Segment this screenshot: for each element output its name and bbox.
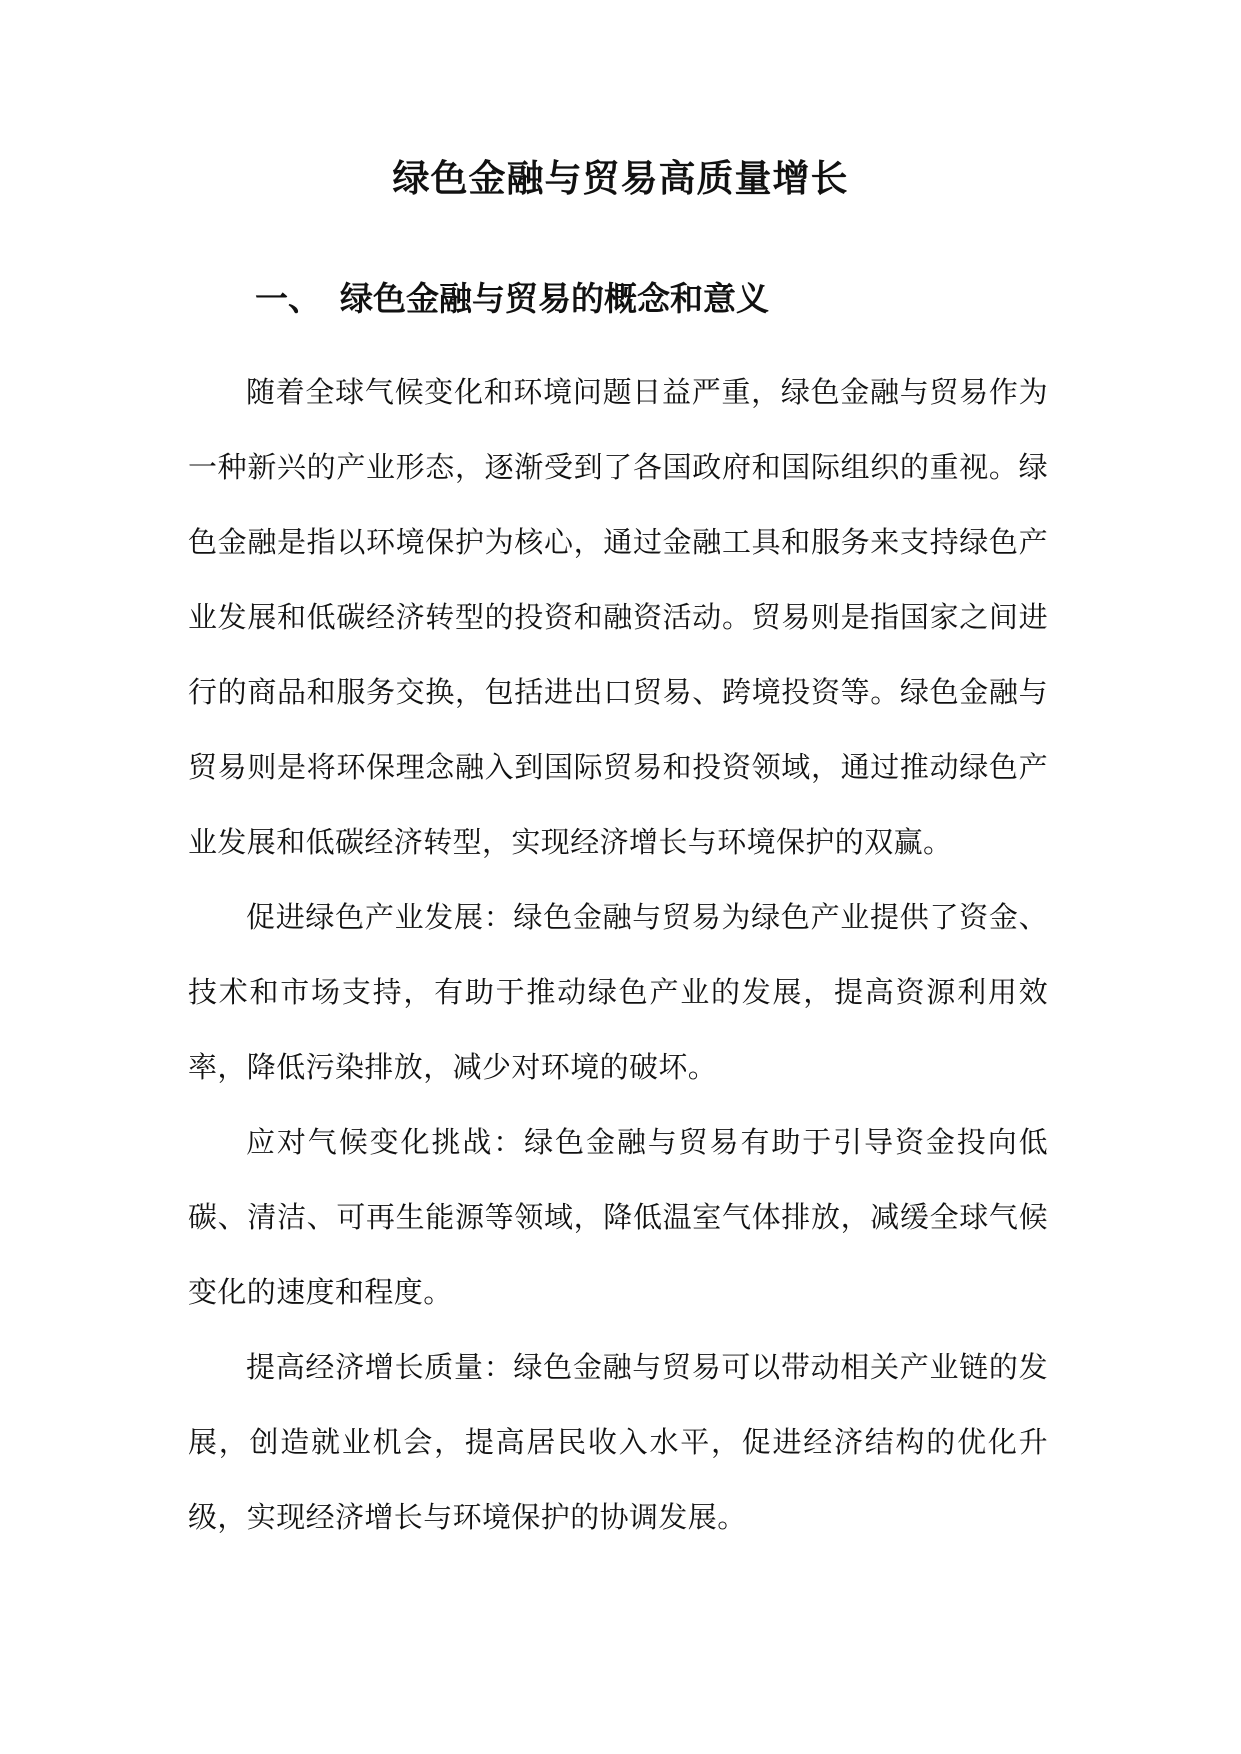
section-heading — [255, 274, 769, 324]
paragraph-growth-quality: 提高经济增长质量：绿色金融与贸易可以带动相关产业链的发展，创造就业机会，提高居民收入水平，促进经济结构的优化升级，实现经济增长与环境保护的协调发展。 — [188, 1350, 1048, 1534]
paragraph-concept: 随着全球气候变化和环境问题日益严重，绿色金融与贸易作为一种新兴的产业形态，逐渐受到了各国政府和国际组织的重视。绿色金融是指以环境保护为核心，通过金融工具和服务来支持绿色产业发展和低碳经济转型的投资和融资活动。贸易则是指国家之间进行的商品和服务交换，包括进出口贸易、跨境投资等。绿色金融与贸易则是将环保理念融入到国际贸易和投资领域，通过推动绿色产业发展和低碳经济转型，实现经济增长与环境保护的双赢。 — [188, 375, 1048, 859]
paragraph-climate-change: 应对气候变化挑战：绿色金融与贸易有助于引导资金投向低碳、清洁、可再生能源等领域，降低温室气体排放，减缓全球气候变化的速度和程度。 — [188, 1125, 1048, 1309]
section-heading-text: 绿色金融与贸易的概念和意义 — [340, 279, 769, 318]
document-title: 绿色金融与贸易高质量增长 — [392, 156, 849, 200]
paragraph-green-industry: 促进绿色产业发展：绿色金融与贸易为绿色产业提供了资金、技术和市场支持，有助于推动绿色产业的发展，提高资源利用效率，降低污染排放，减少对环境的破坏。 — [188, 900, 1048, 1084]
section-number: 一、 — [255, 279, 321, 318]
document-body — [188, 355, 1048, 1555]
